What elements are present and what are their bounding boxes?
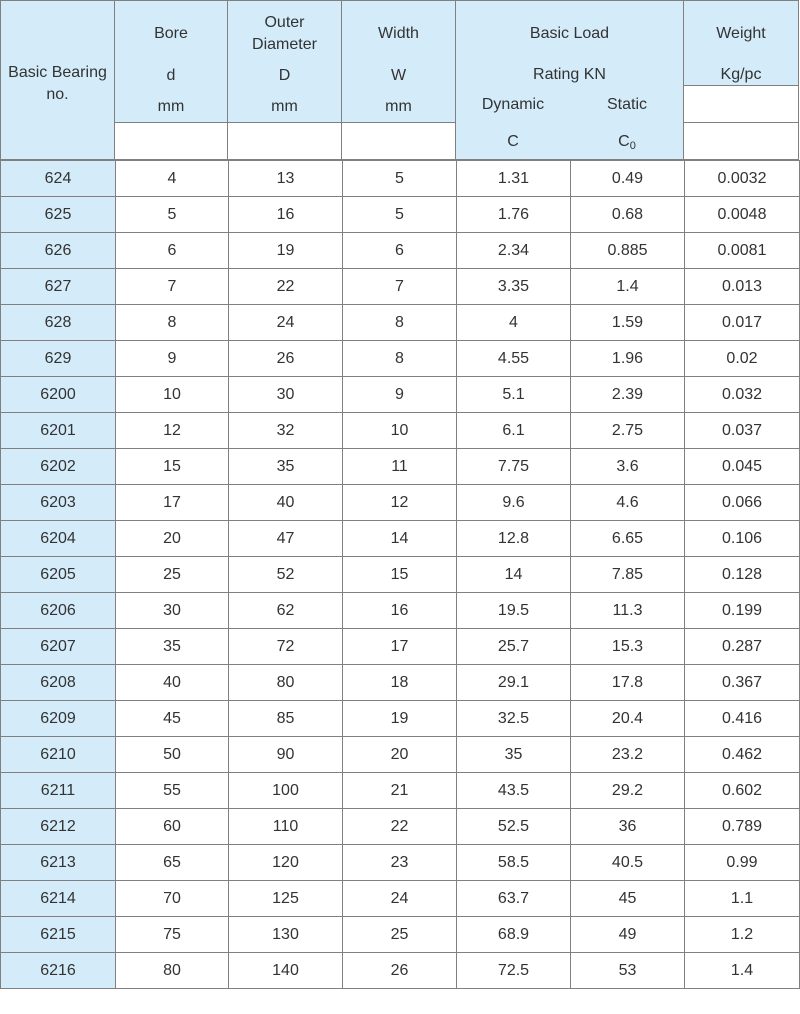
cell-static-load: 15.3 (571, 629, 685, 665)
table-row (1, 953, 800, 989)
cell-outer-diameter: 130 (229, 917, 343, 953)
header-weight-blank-1 (684, 86, 799, 123)
header-dynamic-label: Dynamic (481, 96, 545, 113)
cell-static-load: 20.4 (571, 701, 685, 737)
cell-weight: 0.045 (685, 449, 800, 485)
cell-bearing-no: 627 (1, 269, 116, 305)
cell-bore: 55 (116, 773, 229, 809)
cell-static-load: 6.65 (571, 521, 685, 557)
cell-static-load: 17.8 (571, 665, 685, 701)
cell-width: 22 (343, 809, 457, 845)
cell-width: 26 (343, 953, 457, 989)
cell-weight: 0.602 (685, 773, 800, 809)
cell-static-load: 0.49 (571, 161, 685, 197)
header-width-unit: mm (385, 98, 412, 115)
table-row (1, 737, 800, 773)
cell-weight: 1.2 (685, 917, 800, 953)
cell-dynamic-load: 72.5 (457, 953, 571, 989)
cell-outer-diameter: 24 (229, 305, 343, 341)
cell-static-load: 0.68 (571, 197, 685, 233)
cell-bore: 7 (116, 269, 229, 305)
cell-weight: 0.02 (685, 341, 800, 377)
cell-outer-diameter: 125 (229, 881, 343, 917)
cell-bearing-no: 625 (1, 197, 116, 233)
cell-static-load: 7.85 (571, 557, 685, 593)
cell-dynamic-load: 1.31 (457, 161, 571, 197)
header-outer-unit: mm (271, 98, 298, 115)
header-outer-diameter (228, 0, 342, 123)
table-row (1, 773, 800, 809)
cell-weight: 0.0032 (685, 161, 800, 197)
header-weight-blank-2 (684, 123, 799, 160)
table-row (1, 197, 800, 233)
static-symbol-main: C (618, 133, 630, 150)
cell-bore: 75 (116, 917, 229, 953)
cell-dynamic-load: 52.5 (457, 809, 571, 845)
cell-bearing-no: 6203 (1, 485, 116, 521)
cell-weight: 0.0048 (685, 197, 800, 233)
data-grid (0, 160, 800, 989)
cell-bearing-no: 629 (1, 341, 116, 377)
cell-weight: 0.287 (685, 629, 800, 665)
table-row (1, 269, 800, 305)
table-row (1, 881, 800, 917)
cell-bore: 60 (116, 809, 229, 845)
cell-dynamic-load: 25.7 (457, 629, 571, 665)
cell-width: 9 (343, 377, 457, 413)
table-row (1, 233, 800, 269)
cell-dynamic-load: 19.5 (457, 593, 571, 629)
cell-weight: 0.032 (685, 377, 800, 413)
cell-bearing-no: 6208 (1, 665, 116, 701)
header-dynamic-symbol: C (507, 133, 519, 150)
cell-outer-diameter: 62 (229, 593, 343, 629)
cell-bore: 80 (116, 953, 229, 989)
cell-width: 7 (343, 269, 457, 305)
cell-static-load: 40.5 (571, 845, 685, 881)
cell-bore: 35 (116, 629, 229, 665)
cell-outer-diameter: 52 (229, 557, 343, 593)
cell-dynamic-load: 68.9 (457, 917, 571, 953)
cell-width: 8 (343, 341, 457, 377)
table-row (1, 557, 800, 593)
cell-dynamic-load: 3.35 (457, 269, 571, 305)
cell-dynamic-load: 43.5 (457, 773, 571, 809)
cell-static-load: 11.3 (571, 593, 685, 629)
table-row (1, 341, 800, 377)
table-row (1, 593, 800, 629)
cell-outer-diameter: 16 (229, 197, 343, 233)
cell-dynamic-load: 1.76 (457, 197, 571, 233)
cell-outer-diameter: 40 (229, 485, 343, 521)
header-bore (115, 0, 228, 123)
cell-weight: 1.4 (685, 953, 800, 989)
cell-bearing-no: 6212 (1, 809, 116, 845)
table-row (1, 701, 800, 737)
header-load-line1: Basic Load (529, 25, 610, 42)
cell-outer-diameter: 140 (229, 953, 343, 989)
cell-dynamic-load: 35 (457, 737, 571, 773)
cell-weight: 0.013 (685, 269, 800, 305)
table-row (1, 917, 800, 953)
cell-outer-diameter: 26 (229, 341, 343, 377)
cell-width: 5 (343, 161, 457, 197)
cell-bearing-no: 6213 (1, 845, 116, 881)
header-width-label: Width (378, 25, 419, 42)
header-outer-line2: Diameter (252, 36, 317, 53)
cell-weight: 0.199 (685, 593, 800, 629)
header-width-blank (342, 123, 456, 160)
cell-outer-diameter: 47 (229, 521, 343, 557)
table-row (1, 305, 800, 341)
cell-bearing-no: 6214 (1, 881, 116, 917)
header-bore-blank (115, 123, 228, 160)
cell-bore: 6 (116, 233, 229, 269)
cell-width: 25 (343, 917, 457, 953)
cell-bore: 9 (116, 341, 229, 377)
cell-static-load: 29.2 (571, 773, 685, 809)
cell-bore: 8 (116, 305, 229, 341)
cell-weight: 0.367 (685, 665, 800, 701)
cell-static-load: 1.96 (571, 341, 685, 377)
header-static-symbol (570, 132, 684, 156)
cell-static-load: 4.6 (571, 485, 685, 521)
cell-bearing-no: 6216 (1, 953, 116, 989)
cell-width: 21 (343, 773, 457, 809)
cell-bore: 17 (116, 485, 229, 521)
cell-width: 14 (343, 521, 457, 557)
header-weight-label: Weight (716, 25, 766, 42)
cell-width: 19 (343, 701, 457, 737)
cell-static-load: 53 (571, 953, 685, 989)
header-bore-label: Bore (154, 25, 188, 42)
cell-static-load: 2.39 (571, 377, 685, 413)
table-row (1, 629, 800, 665)
table-row (1, 485, 800, 521)
cell-outer-diameter: 80 (229, 665, 343, 701)
cell-weight: 0.0081 (685, 233, 800, 269)
cell-bearing-no: 6202 (1, 449, 116, 485)
cell-bearing-no: 6204 (1, 521, 116, 557)
cell-width: 18 (343, 665, 457, 701)
cell-bore: 15 (116, 449, 229, 485)
cell-static-load: 45 (571, 881, 685, 917)
cell-static-load: 36 (571, 809, 685, 845)
cell-bore: 10 (116, 377, 229, 413)
table-row (1, 161, 800, 197)
cell-static-load: 23.2 (571, 737, 685, 773)
cell-dynamic-load: 14 (457, 557, 571, 593)
cell-outer-diameter: 120 (229, 845, 343, 881)
cell-width: 8 (343, 305, 457, 341)
cell-outer-diameter: 22 (229, 269, 343, 305)
cell-bearing-no: 6206 (1, 593, 116, 629)
cell-static-load: 1.4 (571, 269, 685, 305)
cell-outer-diameter: 72 (229, 629, 343, 665)
table-row (1, 665, 800, 701)
cell-dynamic-load: 2.34 (457, 233, 571, 269)
cell-static-load: 1.59 (571, 305, 685, 341)
cell-dynamic-load: 32.5 (457, 701, 571, 737)
cell-bearing-no: 6207 (1, 629, 116, 665)
cell-weight: 0.106 (685, 521, 800, 557)
cell-width: 20 (343, 737, 457, 773)
header-weight-unit: Kg/pc (720, 66, 762, 83)
cell-weight: 0.037 (685, 413, 800, 449)
cell-dynamic-load: 58.5 (457, 845, 571, 881)
cell-bearing-no: 6210 (1, 737, 116, 773)
cell-weight: 0.128 (685, 557, 800, 593)
cell-outer-diameter: 85 (229, 701, 343, 737)
cell-bore: 50 (116, 737, 229, 773)
cell-bore: 25 (116, 557, 229, 593)
cell-width: 12 (343, 485, 457, 521)
table-row (1, 377, 800, 413)
header-bearing-no-line2: no. (46, 86, 69, 103)
table-row (1, 449, 800, 485)
cell-bore: 45 (116, 701, 229, 737)
cell-outer-diameter: 100 (229, 773, 343, 809)
cell-dynamic-load: 6.1 (457, 413, 571, 449)
cell-static-load: 49 (571, 917, 685, 953)
header-width (342, 0, 456, 123)
cell-width: 23 (343, 845, 457, 881)
header-bore-symbol: d (166, 67, 176, 84)
cell-weight: 0.416 (685, 701, 800, 737)
cell-dynamic-load: 4.55 (457, 341, 571, 377)
cell-outer-diameter: 32 (229, 413, 343, 449)
header-bearing-no-line1: Basic Bearing (8, 64, 107, 81)
cell-bearing-no: 6200 (1, 377, 116, 413)
cell-bore: 70 (116, 881, 229, 917)
cell-width: 24 (343, 881, 457, 917)
cell-outer-diameter: 13 (229, 161, 343, 197)
cell-dynamic-load: 29.1 (457, 665, 571, 701)
cell-dynamic-load: 12.8 (457, 521, 571, 557)
header-bore-unit: mm (157, 98, 185, 115)
table-row (1, 413, 800, 449)
cell-weight: 0.066 (685, 485, 800, 521)
cell-static-load: 2.75 (571, 413, 685, 449)
cell-width: 15 (343, 557, 457, 593)
header-width-symbol: W (390, 67, 407, 84)
cell-width: 10 (343, 413, 457, 449)
header-static-label: Static (606, 96, 647, 113)
cell-bore: 4 (116, 161, 229, 197)
cell-bore: 65 (116, 845, 229, 881)
cell-outer-diameter: 90 (229, 737, 343, 773)
cell-bearing-no: 626 (1, 233, 116, 269)
cell-bore: 20 (116, 521, 229, 557)
cell-width: 17 (343, 629, 457, 665)
header-outer-line1: Outer (264, 14, 305, 31)
header-outer-blank (228, 123, 342, 160)
cell-bearing-no: 6209 (1, 701, 116, 737)
header-bearing-no (0, 0, 115, 160)
cell-bearing-no: 6205 (1, 557, 116, 593)
cell-weight: 1.1 (685, 881, 800, 917)
cell-dynamic-load: 7.75 (457, 449, 571, 485)
static-symbol-subscript: 0 (629, 140, 636, 152)
cell-width: 5 (343, 197, 457, 233)
cell-outer-diameter: 30 (229, 377, 343, 413)
cell-outer-diameter: 110 (229, 809, 343, 845)
table-row (1, 845, 800, 881)
cell-width: 16 (343, 593, 457, 629)
header-outer-symbol: D (278, 67, 291, 84)
cell-bearing-no: 6215 (1, 917, 116, 953)
cell-width: 6 (343, 233, 457, 269)
cell-bearing-no: 6211 (1, 773, 116, 809)
cell-bore: 40 (116, 665, 229, 701)
cell-dynamic-load: 4 (457, 305, 571, 341)
cell-bearing-no: 6201 (1, 413, 116, 449)
cell-bore: 30 (116, 593, 229, 629)
cell-weight: 0.462 (685, 737, 800, 773)
cell-dynamic-load: 5.1 (457, 377, 571, 413)
table-row (1, 521, 800, 557)
cell-weight: 0.017 (685, 305, 800, 341)
cell-static-load: 3.6 (571, 449, 685, 485)
cell-weight: 0.99 (685, 845, 800, 881)
cell-width: 11 (343, 449, 457, 485)
cell-weight: 0.789 (685, 809, 800, 845)
cell-outer-diameter: 19 (229, 233, 343, 269)
cell-outer-diameter: 35 (229, 449, 343, 485)
cell-bearing-no: 628 (1, 305, 116, 341)
cell-dynamic-load: 9.6 (457, 485, 571, 521)
table-row (1, 809, 800, 845)
cell-bearing-no: 624 (1, 161, 116, 197)
cell-bore: 12 (116, 413, 229, 449)
header-basic-load (456, 0, 684, 160)
cell-dynamic-load: 63.7 (457, 881, 571, 917)
cell-static-load: 0.885 (571, 233, 685, 269)
header-load-line2: Rating KN (533, 66, 606, 83)
cell-bore: 5 (116, 197, 229, 233)
header-weight (684, 0, 799, 86)
